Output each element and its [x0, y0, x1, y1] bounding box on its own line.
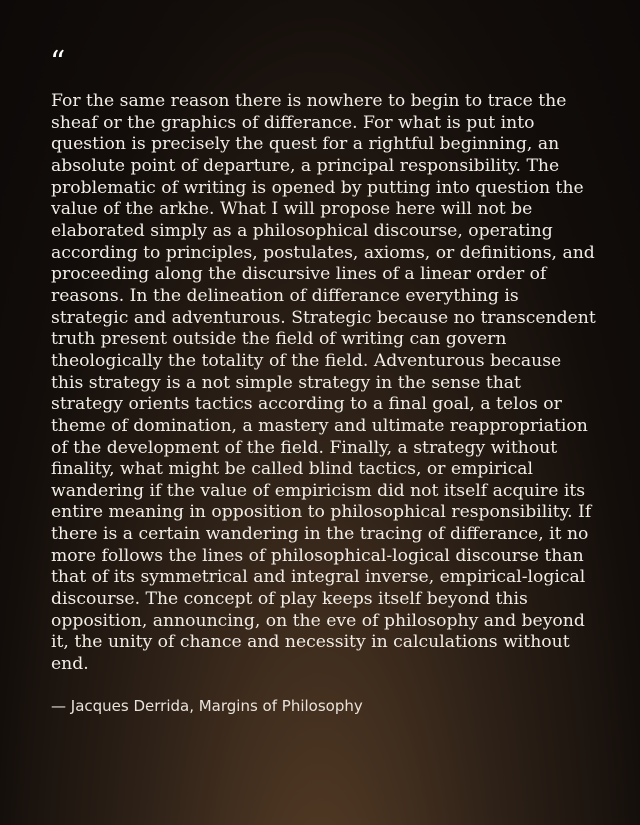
quote-text: For the same reason there is nowhere to begin to trace the sheaf or the graphics of differance. For what is put into question is precisely the quest for a rightful beginning, an absolute point of departure, a principal responsibility. The problematic of writing is opened by putting into question the value of the arkhe. What I will propose here will not be elaborated simply as a philosophical discourse, operating according to principles, postulates, axioms, or definitions, and proceeding along the discursive lines of a linear order of reasons. In the delineation of differance everything is strategic and adventurous. Strategic because no transcendent truth present outside the field of writing can govern theologically the totality of the field. Adventurous because this strategy is a not simple strategy in the sense that strategy orients tactics according to a final goal, a telos or theme of domination, a mastery and ultimate reappropriation of the development of the field. Finally, a strategy without finality, what might be called blind tactics, or empirical wandering if the value of empiricism did not itself acquire its entire meaning in opposition to philosophical responsibility. If there is a certain wandering in the tracing of differance, it no more follows the lines of philosophical-logical discourse than that of its symmetrical and integral inverse, empirical-logical discourse. The concept of play keeps itself beyond this opposition, announcing, on the eve of philosophy and beyond it, the unity of chance and necessity in calculations without end. [51, 91, 596, 675]
quote-attribution: — Jacques Derrida, Margins of Philosophy [51, 696, 363, 715]
quote-mark-icon: “ [50, 45, 66, 80]
